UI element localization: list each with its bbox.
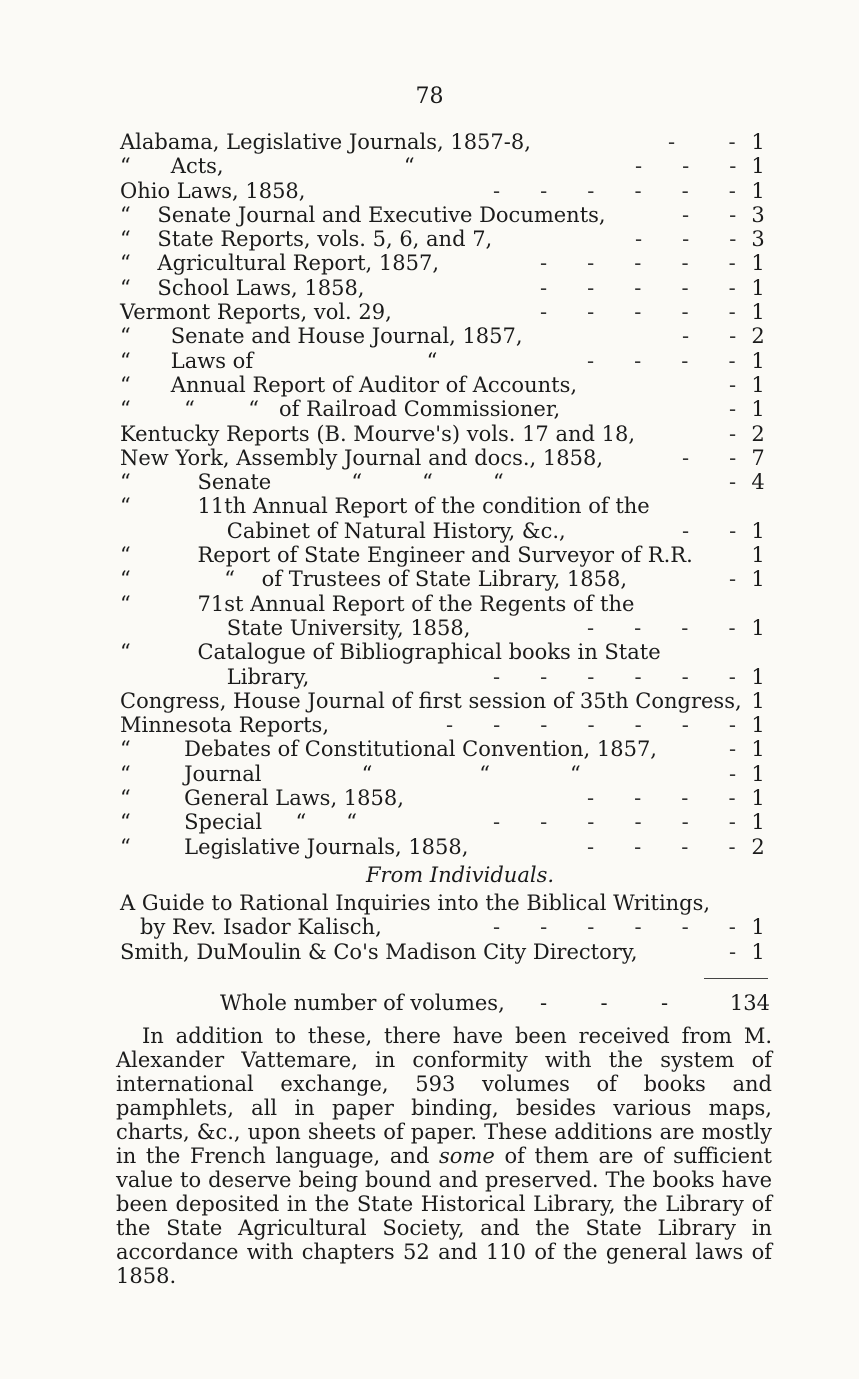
leader-dashes: - - - - - - - bbox=[446, 713, 736, 738]
total-count: 134 bbox=[729, 990, 770, 1015]
volume-count: 1 bbox=[751, 372, 765, 397]
list-item bbox=[120, 227, 770, 251]
volume-count: 1 bbox=[751, 810, 765, 835]
volume-count: 2 bbox=[751, 834, 765, 859]
entry-title: “ 71st Annual Report of the Regents of the bbox=[120, 591, 635, 616]
list-item bbox=[120, 940, 770, 964]
list-item bbox=[120, 713, 770, 737]
list-item bbox=[120, 373, 770, 397]
entry-title: “ Journal “ “ “ bbox=[120, 761, 581, 786]
entry-title: Ohio Laws, 1858, bbox=[120, 178, 306, 203]
leader-dashes: - - bbox=[682, 518, 737, 543]
leader-dashes: - bbox=[729, 397, 737, 422]
entry-title: “ Senate and House Journal, 1857, bbox=[120, 324, 523, 349]
leader-dashes: - bbox=[729, 737, 737, 762]
list-item bbox=[120, 251, 770, 275]
list-item bbox=[120, 640, 770, 664]
leader-dashes: - - - - bbox=[587, 615, 736, 640]
volume-count: 1 bbox=[751, 543, 765, 568]
volume-count: 1 bbox=[751, 397, 765, 422]
entry-title: Library, bbox=[120, 664, 310, 689]
entry-title: “ Legislative Journals, 1858, bbox=[120, 834, 469, 859]
list-item bbox=[120, 915, 770, 939]
volume-count: 1 bbox=[751, 300, 765, 325]
volume-count: 7 bbox=[751, 445, 765, 470]
entry-title: “ State Reports, vols. 5, 6, and 7, bbox=[120, 227, 493, 252]
list-item bbox=[120, 349, 770, 373]
paragraph-text-2: of them are of sufficient value to deserve being bound and preserved. The books have been deposited in the State Historical Library, the Library of the State Agricultural Society, and the State Library in accordance with chapters 52 and 110 of the general laws of 1858. bbox=[116, 1144, 772, 1288]
entry-title: “ “ “ of Railroad Commissioner, bbox=[120, 397, 561, 422]
entry-title: “ Acts, “ bbox=[120, 154, 415, 179]
volume-count: 1 bbox=[751, 664, 765, 689]
list-item bbox=[120, 179, 770, 203]
leader-dashes: - - - bbox=[635, 154, 737, 179]
leader-dashes: - bbox=[729, 761, 737, 786]
entry-title: State University, 1858, bbox=[120, 615, 471, 640]
list-item bbox=[120, 300, 770, 324]
volume-count: 1 bbox=[751, 518, 765, 543]
list-item bbox=[120, 616, 770, 640]
list-item bbox=[120, 519, 770, 543]
entry-title: A Guide to Rational Inquiries into the Biblical Writings, bbox=[120, 890, 711, 915]
page-number: 78 bbox=[415, 84, 444, 109]
entry-title: “ Debates of Constitutional Convention, 1857, bbox=[120, 737, 657, 762]
leader-dashes: - - - bbox=[635, 227, 737, 252]
entry-title: “ Annual Report of Auditor of Accounts, bbox=[120, 372, 578, 397]
volume-count: 1 bbox=[751, 251, 765, 276]
leader-dashes: - - - - - bbox=[540, 275, 736, 300]
list-item bbox=[120, 130, 770, 154]
leader-dashes: - - - - bbox=[587, 348, 736, 373]
list-item bbox=[120, 592, 770, 616]
leader-dashes: - - bbox=[668, 130, 736, 154]
list-item bbox=[120, 689, 770, 713]
leader-dashes: - - - - bbox=[587, 786, 736, 811]
volume-count: 1 bbox=[751, 915, 765, 940]
volume-count: 1 bbox=[751, 786, 765, 811]
entry-title: Vermont Reports, vol. 29, bbox=[120, 300, 392, 325]
volume-count: 1 bbox=[751, 567, 765, 592]
leader-dashes: - - bbox=[682, 445, 737, 470]
leader-dashes: - - bbox=[682, 324, 737, 349]
closing-paragraph bbox=[116, 1024, 772, 1288]
entry-title: Minnesota Reports, bbox=[120, 713, 330, 738]
leader-dashes: - bbox=[729, 939, 737, 964]
list-item bbox=[120, 762, 770, 786]
volume-count: 1 bbox=[751, 130, 765, 154]
list-item bbox=[120, 470, 770, 494]
leader-dashes: - bbox=[729, 567, 737, 592]
list-item bbox=[120, 665, 770, 689]
entry-title: “ Senate “ “ “ bbox=[120, 470, 504, 495]
list-item bbox=[120, 786, 770, 810]
list-item bbox=[120, 891, 770, 915]
volume-count: 1 bbox=[751, 178, 765, 203]
list-item bbox=[120, 397, 770, 421]
leader-dashes: - - - - - - bbox=[493, 664, 736, 689]
entry-title: “ School Laws, 1858, bbox=[120, 275, 365, 300]
leader-dashes: - - - bbox=[540, 990, 669, 1015]
list-item bbox=[120, 446, 770, 470]
volume-count: 1 bbox=[751, 713, 765, 738]
paragraph-text-1: In addition to these, there have been received from M. Alexander Vattemare, in conformity with the system of international exchange, 593 volumes of books and pamphlets, all in paper binding, besides various maps, charts, &c., upon sheets of paper. These additions are mostly in the French language, and bbox=[116, 1024, 772, 1168]
volume-count: 3 bbox=[751, 202, 765, 227]
list-item bbox=[120, 737, 770, 761]
leader-dashes: - - - - - - bbox=[493, 178, 736, 203]
list-item bbox=[120, 422, 770, 446]
volume-count: 1 bbox=[751, 348, 765, 373]
entry-title: “ Catalogue of Bibliographical books in State bbox=[120, 640, 661, 665]
entry-title: by Rev. Isador Kalisch, bbox=[120, 915, 382, 940]
list-item bbox=[120, 494, 770, 518]
entry-title: “ Agricultural Report, 1857, bbox=[120, 251, 439, 276]
section-heading: From Individuals. bbox=[365, 862, 555, 887]
list-item bbox=[120, 324, 770, 348]
leader-dashes: - - - - bbox=[587, 834, 736, 859]
total-row bbox=[120, 989, 770, 1019]
total-rule bbox=[704, 978, 768, 979]
state-entries-list bbox=[120, 130, 770, 1019]
volume-count: 1 bbox=[751, 154, 765, 179]
entry-title: Cabinet of Natural History, &c., bbox=[120, 518, 566, 543]
volume-count: 2 bbox=[751, 421, 765, 446]
entry-title: “ Laws of “ bbox=[120, 348, 438, 373]
entry-title: Smith, DuMoulin & Co's Madison City Directory, bbox=[120, 939, 638, 964]
entry-title: “ Report of State Engineer and Surveyor of R.R. bbox=[120, 543, 693, 568]
volume-count: 1 bbox=[751, 939, 765, 964]
leader-dashes: - - - - - - bbox=[493, 810, 736, 835]
list-item bbox=[120, 810, 770, 834]
leader-dashes: - - - - - bbox=[540, 251, 736, 276]
volume-count: 1 bbox=[751, 737, 765, 762]
paragraph-emphasis: some bbox=[439, 1144, 495, 1168]
volume-count: 2 bbox=[751, 324, 765, 349]
leader-dashes: - - - - - bbox=[540, 300, 736, 325]
list-item bbox=[120, 835, 770, 859]
entry-title: New York, Assembly Journal and docs., 1858, bbox=[120, 445, 603, 470]
list-item bbox=[120, 543, 770, 567]
volume-count: 1 bbox=[751, 761, 765, 786]
leader-dashes: - bbox=[729, 470, 737, 495]
volume-count: 1 bbox=[751, 688, 765, 713]
list-item bbox=[120, 154, 770, 178]
leader-dashes: - bbox=[729, 372, 737, 397]
leader-dashes: - bbox=[729, 421, 737, 446]
volume-count: 1 bbox=[751, 275, 765, 300]
volume-count: 1 bbox=[751, 615, 765, 640]
entry-title: Congress, House Journal of first session of 35th Congress, bbox=[120, 688, 742, 713]
entry-title: Kentucky Reports (B. Mourve's) vols. 17 and 18, bbox=[120, 421, 636, 446]
entry-title: “ 11th Annual Report of the condition of the bbox=[120, 494, 650, 519]
list-item bbox=[120, 203, 770, 227]
entry-title: “ General Laws, 1858, bbox=[120, 786, 404, 811]
list-item bbox=[120, 567, 770, 591]
volume-count: 3 bbox=[751, 227, 765, 252]
entry-title: Alabama, Legislative Journals, 1857-8, bbox=[120, 130, 531, 154]
leader-dashes: - - bbox=[682, 202, 737, 227]
volume-count: 4 bbox=[751, 470, 765, 495]
entry-title: “ Special “ “ bbox=[120, 810, 358, 835]
list-item bbox=[120, 276, 770, 300]
leader-dashes: - - - - - - bbox=[493, 915, 736, 940]
entry-title: “ Senate Journal and Executive Documents, bbox=[120, 202, 606, 227]
entry-title: “ “ of Trustees of State Library, 1858, bbox=[120, 567, 628, 592]
total-label: Whole number of volumes, bbox=[220, 990, 505, 1015]
